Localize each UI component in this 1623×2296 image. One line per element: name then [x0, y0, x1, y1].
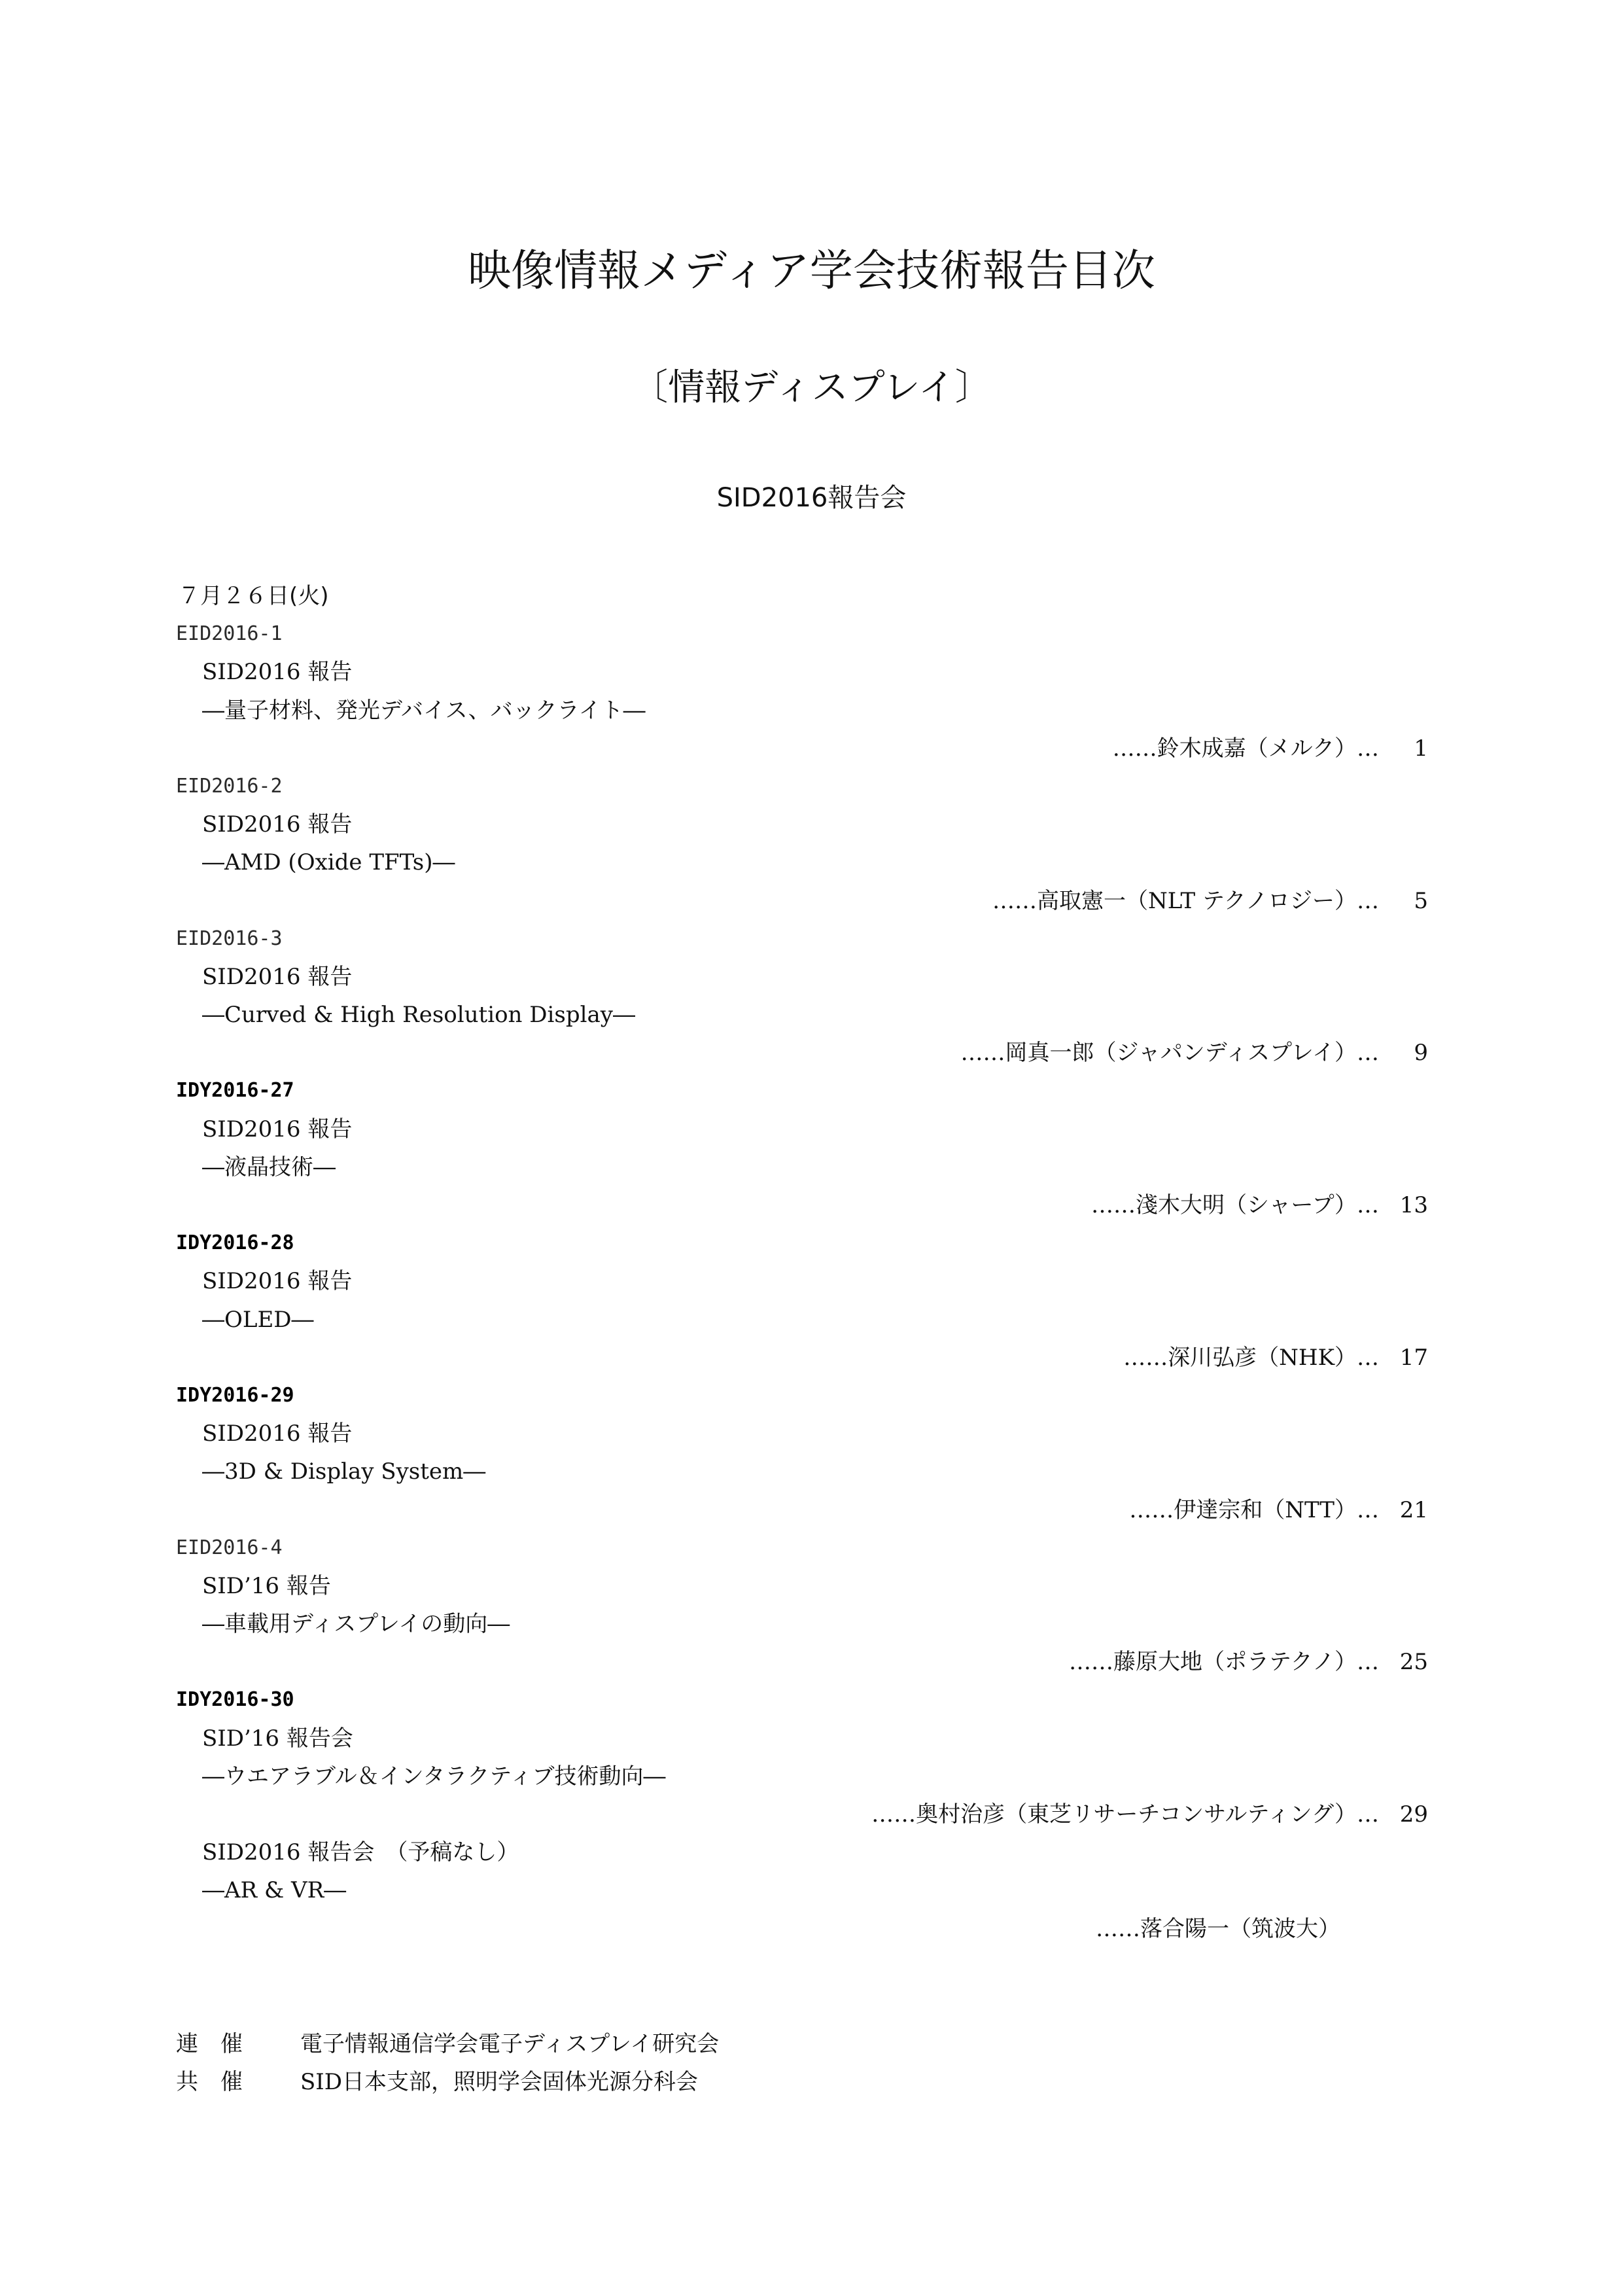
report-title: SID2016 報告 — [202, 1116, 353, 1142]
report-code: IDY2016-30 — [176, 1688, 294, 1712]
page-number: 9 — [1414, 1040, 1428, 1067]
report-code: EID2016-2 — [176, 774, 283, 798]
report-title: SID2016 報告 — [202, 963, 353, 990]
document-title: 映像情報メディア学会技術報告目次 — [468, 245, 1155, 296]
author-row — [0, 1491, 1623, 1529]
report-author: ……鈴木成嘉（メルク）… — [1112, 735, 1379, 762]
page-number: 5 — [1414, 887, 1428, 914]
report-author: ……深川弘彦（NHK）… — [1123, 1344, 1379, 1371]
report-code: IDY2016-29 — [176, 1383, 294, 1407]
author-row — [0, 1339, 1623, 1377]
report-author: ……伊達宗和（NTT）… — [1129, 1496, 1379, 1523]
author-row — [0, 882, 1623, 920]
page-number: 17 — [1399, 1344, 1428, 1371]
document-subtitle: 〔情報ディスプレイ〕 — [631, 366, 992, 409]
report-author: ……岡真一郎（ジャパンディスプレイ）… — [960, 1040, 1379, 1067]
report-topic: ―AR & VR― — [202, 1877, 347, 1904]
session-date: ７月２６日(火) — [178, 583, 329, 609]
author-row — [0, 1034, 1623, 1072]
sponsors-block — [0, 2025, 1623, 2101]
report-code: IDY2016-28 — [176, 1231, 294, 1255]
report-code: IDY2016-27 — [176, 1079, 294, 1103]
report-code: EID2016-3 — [176, 927, 283, 950]
report-topic: ―OLED― — [202, 1306, 314, 1333]
report-title: SID’16 報告 — [202, 1572, 331, 1599]
author-row — [0, 1795, 1623, 1833]
table-of-contents — [0, 577, 1623, 1948]
page-number: 29 — [1399, 1801, 1428, 1828]
author-row — [0, 1643, 1623, 1681]
report-topic: ―量子材料、発光デバイス、バックライト― — [202, 697, 646, 724]
author-row — [0, 730, 1623, 768]
report-topic: ―Curved & High Resolution Display― — [202, 1002, 635, 1029]
report-title: SID2016 報告 — [202, 1421, 353, 1447]
report-title: SID2016 報告会 （予稿なし） — [202, 1839, 519, 1866]
report-topic: ―AMD (Oxide TFTs)― — [202, 849, 455, 876]
page-number: 1 — [1414, 735, 1428, 762]
page-number: 25 — [1399, 1649, 1428, 1676]
page-number: 13 — [1399, 1192, 1428, 1218]
report-topic: ―3D & Display System― — [202, 1458, 486, 1485]
report-author: ……落合陽一（筑波大） — [1096, 1915, 1340, 1942]
report-topic: ―ウエアラブル＆インタラクティブ技術動向― — [202, 1763, 666, 1790]
sponsor-row — [0, 2063, 1623, 2101]
sponsor-organization: 電子情報通信学会電子ディスプレイ研究会 — [300, 2031, 720, 2057]
report-topic: ―液晶技術― — [202, 1154, 336, 1180]
report-author: ……淺木大明（シャープ）… — [1091, 1192, 1379, 1218]
report-topic: ―車載用ディスプレイの動向― — [202, 1611, 510, 1638]
report-title: SID2016 報告 — [202, 811, 353, 838]
page-number: 21 — [1399, 1496, 1428, 1523]
report-author: ……高取憲一（NLT テクノロジー）… — [992, 887, 1379, 914]
report-code: EID2016-4 — [176, 1536, 283, 1559]
author-row — [0, 1910, 1623, 1948]
sponsor-role: 連 催 — [176, 2031, 243, 2057]
author-row — [0, 1186, 1623, 1224]
report-author: ……奥村治彦（東芝リサーチコンサルティング）… — [871, 1801, 1379, 1828]
report-title: SID’16 報告会 — [202, 1725, 353, 1752]
sponsor-row — [0, 2025, 1623, 2063]
report-title: SID2016 報告 — [202, 1268, 353, 1295]
sponsor-role: 共 催 — [176, 2069, 243, 2095]
event-title: SID2016報告会 — [716, 483, 907, 513]
sponsor-organization: SID日本支部，照明学会固体光源分科会 — [300, 2069, 698, 2095]
report-code: EID2016-1 — [176, 622, 283, 646]
report-title: SID2016 報告 — [202, 659, 353, 686]
report-author: ……藤原大地（ポラテクノ）… — [1069, 1649, 1379, 1676]
